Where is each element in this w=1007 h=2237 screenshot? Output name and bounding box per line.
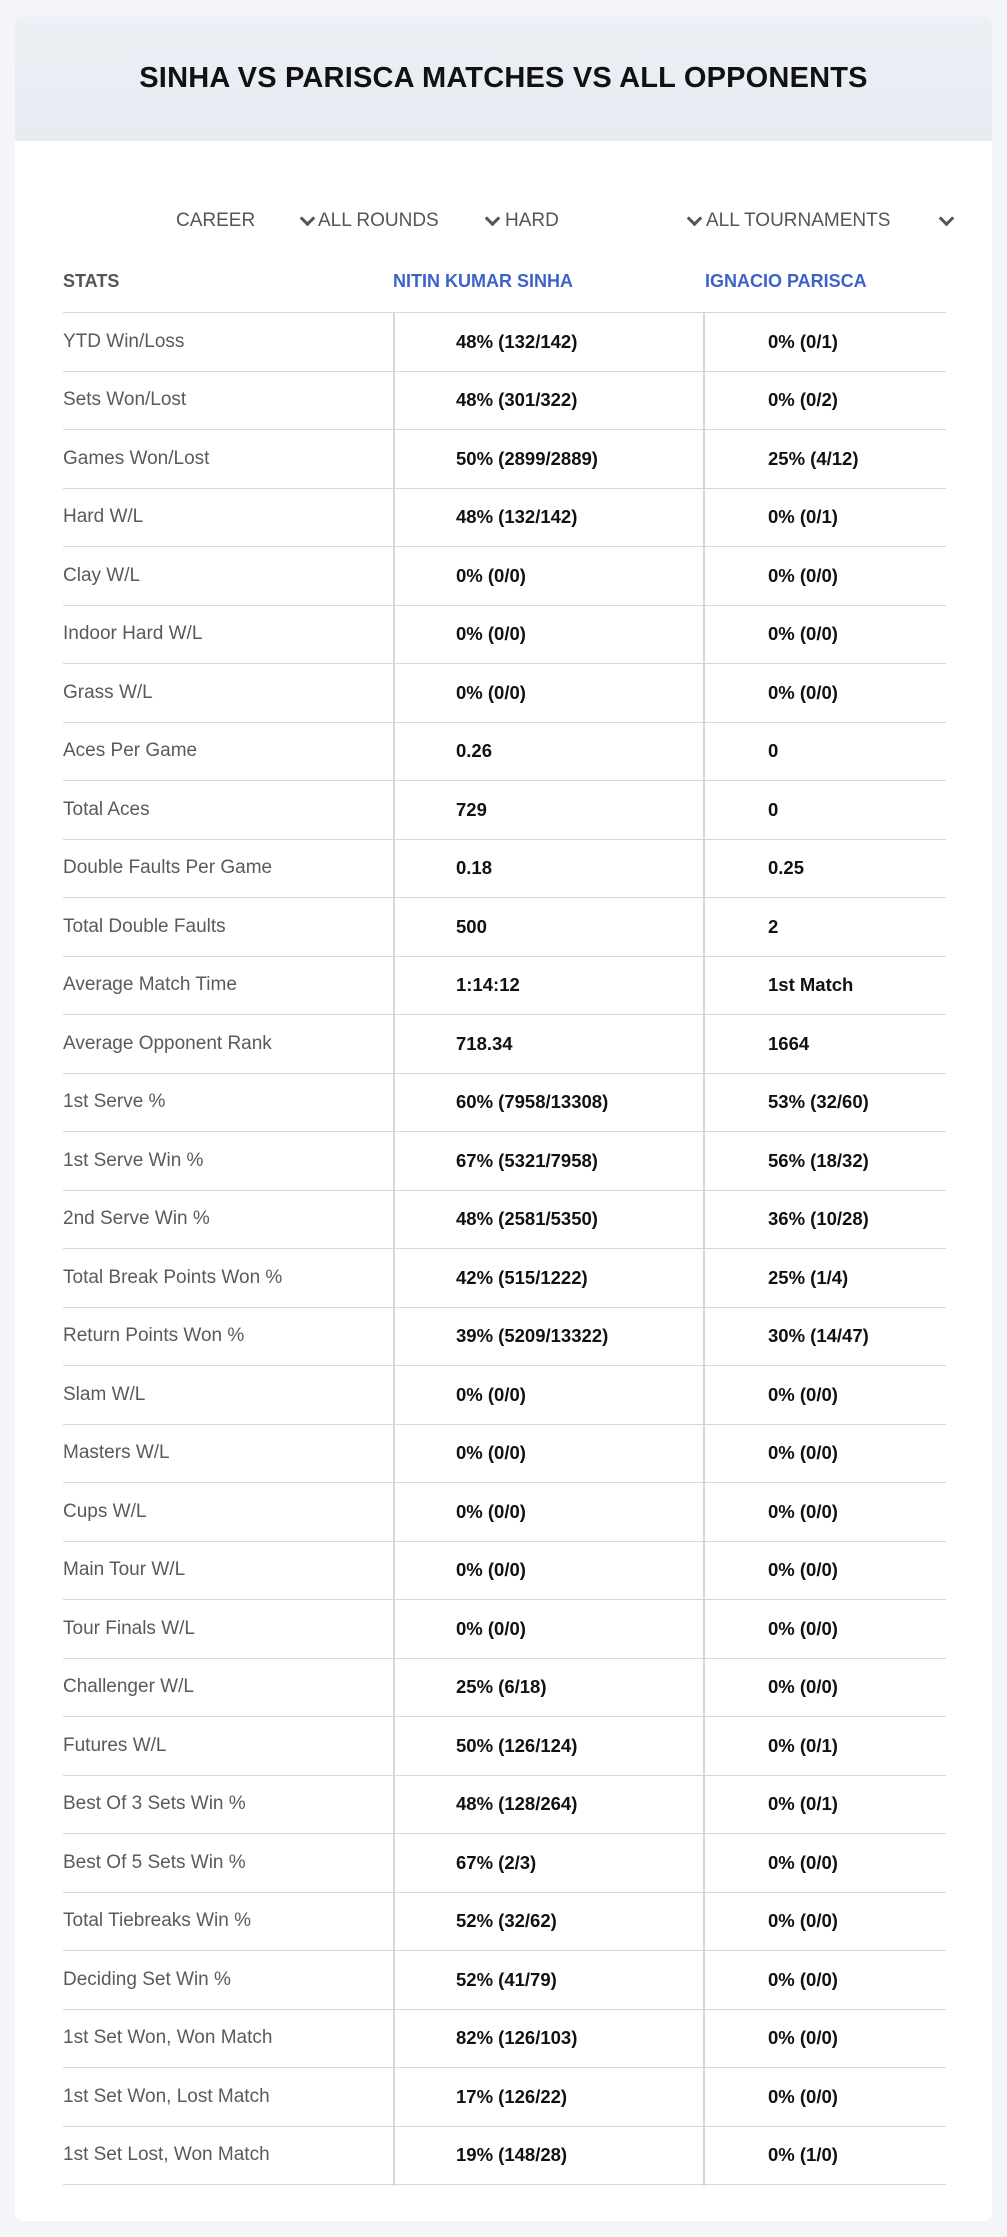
stat-label: Games Won/Lost [63,447,210,469]
table-row [63,1717,946,1776]
stat-label: Indoor Hard W/L [63,623,203,645]
table-row [63,1249,946,1308]
player1-stat-value: 0% (0/0) [456,1500,526,1522]
player2-stat-value: 1664 [768,1032,810,1054]
player2-stat-value: 0% (0/1) [768,506,838,528]
table-row [63,1483,946,1542]
table-row [63,1308,946,1367]
tournament-select[interactable] [706,191,952,251]
player1-stat-value: 500 [456,915,487,937]
player1-stat-value: 1:14:12 [456,974,520,996]
player1-stat-value: 0.26 [456,740,493,762]
period-select-value: CAREER [176,210,256,231]
player2-stat-value: 0% (0/1) [768,1734,838,1756]
card-header [15,16,992,141]
player1-stat-value: 67% (2/3) [456,1851,537,1873]
player1-stat-value: 0% (0/0) [456,1559,526,1581]
player2-stat-value: 0% (1/0) [768,2144,838,2166]
table-row [63,1191,946,1250]
player1-stat-value: 0% (0/0) [456,564,526,586]
table-row [63,664,946,723]
player2-stat-value: 0% (0/0) [768,1676,838,1698]
player2-stat-value: 0% (0/0) [768,1559,838,1581]
chevron-down-icon [939,210,955,226]
player1-stat-value: 48% (128/264) [456,1793,578,1815]
player1-stat-value: 50% (2899/2889) [456,447,598,469]
table-row [63,1542,946,1601]
stat-label: Total Tiebreaks Win % [63,1910,251,1932]
round-select[interactable] [318,191,498,251]
player2-stat-value: 0% (0/0) [768,1383,838,1405]
player1-column-header[interactable]: NITIN KUMAR SINHA [393,271,573,291]
stat-label: Average Opponent Rank [63,1032,272,1054]
stat-label: Challenger W/L [63,1676,194,1698]
filter-bar [15,191,992,251]
player2-stat-value: 0 [768,740,779,762]
stat-label: YTD Win/Loss [63,330,185,352]
player1-stat-value: 52% (32/62) [456,1910,557,1932]
stat-label: 1st Serve % [63,1091,166,1113]
table-row [63,606,946,665]
table-row [63,1951,946,2010]
table-row [63,372,946,431]
stat-label: Double Faults Per Game [63,857,273,879]
stat-label: Best Of 5 Sets Win % [63,1851,246,1873]
player2-stat-value: 0% (0/0) [768,2085,838,2107]
table-row [63,430,946,489]
chevron-down-icon [687,210,703,226]
player2-stat-value: 0 [768,798,779,820]
player2-stat-value: 0% (0/0) [768,1500,838,1522]
player2-stat-value: 0% (0/0) [768,1910,838,1932]
player2-stat-value: 0% (0/1) [768,330,838,352]
chevron-down-icon [300,210,316,226]
stat-label: Slam W/L [63,1383,146,1405]
table-row [63,1015,946,1074]
table-row [63,1132,946,1191]
round-select-value: ALL ROUNDS [318,210,439,231]
stat-label: Deciding Set Win % [63,1968,231,1990]
page-title: SINHA VS PARISCA MATCHES VS ALL OPPONENTS [139,62,868,94]
table-row [63,2010,946,2069]
player1-stat-value: 82% (126/103) [456,2027,578,2049]
table-row [63,957,946,1016]
table-row [63,1425,946,1484]
stat-label: Total Double Faults [63,915,226,937]
stat-label: 1st Serve Win % [63,1149,204,1171]
period-select[interactable] [176,191,313,251]
player1-stat-value: 50% (126/124) [456,1734,578,1756]
player2-stat-value: 0% (0/0) [768,1851,838,1873]
player1-stat-value: 0% (0/0) [456,1617,526,1639]
table-row [63,2127,946,2186]
player2-stat-value: 53% (32/60) [768,1091,869,1113]
chevron-down-icon [485,210,501,226]
table-row [63,898,946,957]
player2-column-header[interactable]: IGNACIO PARISCA [705,271,867,291]
player1-stat-value: 0% (0/0) [456,1383,526,1405]
player2-stat-value: 0% (0/0) [768,1442,838,1464]
player1-stat-value: 0% (0/0) [456,681,526,703]
stat-label: Cups W/L [63,1500,147,1522]
stats-card [15,16,992,2221]
player2-stat-value: 0% (0/0) [768,1617,838,1639]
player2-stat-value: 2 [768,915,779,937]
player2-stat-value: 0% (0/0) [768,623,838,645]
player1-stat-value: 48% (132/142) [456,330,578,352]
stats-table [63,312,946,2185]
player2-stat-value: 0% (0/0) [768,564,838,586]
stat-label: 1st Set Won, Won Match [63,2027,273,2049]
player1-stat-value: 729 [456,798,487,820]
table-row [63,1659,946,1718]
stat-label: Total Break Points Won % [63,1266,283,1288]
player2-stat-value: 56% (18/32) [768,1149,869,1171]
table-row [63,1834,946,1893]
player1-stat-value: 19% (148/28) [456,2144,568,2166]
stat-label: Average Match Time [63,974,237,996]
player1-stat-value: 0% (0/0) [456,1442,526,1464]
player1-stat-value: 0% (0/0) [456,623,526,645]
table-row [63,547,946,606]
stat-label: 1st Set Lost, Won Match [63,2144,270,2166]
stat-label: Total Aces [63,798,150,820]
surface-select-value: HARD [505,210,559,231]
player2-stat-value: 0% (0/2) [768,389,838,411]
tournament-select-value: ALL TOURNAMENTS [706,210,891,231]
table-row [63,1776,946,1835]
player1-stat-value: 67% (5321/7958) [456,1149,598,1171]
stat-label: Masters W/L [63,1442,170,1464]
player1-stat-value: 60% (7958/13308) [456,1091,609,1113]
stat-label: Futures W/L [63,1734,167,1756]
player2-stat-value: 25% (1/4) [768,1266,849,1288]
player2-stat-value: 25% (4/12) [768,447,859,469]
stat-label: Hard W/L [63,506,144,528]
player2-stat-value: 0% (0/1) [768,1793,838,1815]
player1-stat-value: 718.34 [456,1032,513,1054]
stat-label: 2nd Serve Win % [63,1208,210,1230]
player1-stat-value: 48% (2581/5350) [456,1208,598,1230]
stats-column-header: STATS [63,271,120,291]
player1-stat-value: 0.18 [456,857,493,879]
player2-stat-value: 1st Match [768,974,854,996]
stat-label: Sets Won/Lost [63,389,187,411]
player2-stat-value: 0.25 [768,857,805,879]
stat-label: Main Tour W/L [63,1559,186,1581]
table-row [63,489,946,548]
player1-stat-value: 48% (301/322) [456,389,578,411]
table-row [63,1893,946,1952]
player1-stat-value: 25% (6/18) [456,1676,547,1698]
player1-stat-value: 42% (515/1222) [456,1266,588,1288]
player2-stat-value: 30% (14/47) [768,1325,869,1347]
table-row [63,1600,946,1659]
surface-select[interactable] [505,191,700,251]
player1-stat-value: 48% (132/142) [456,506,578,528]
table-row [63,2068,946,2127]
table-row [63,723,946,782]
stat-label: Best Of 3 Sets Win % [63,1793,246,1815]
player1-stat-value: 17% (126/22) [456,2085,568,2107]
player2-stat-value: 36% (10/28) [768,1208,869,1230]
player2-stat-value: 0% (0/0) [768,1968,838,1990]
stat-label: Tour Finals W/L [63,1617,195,1639]
table-row [63,781,946,840]
player1-stat-value: 39% (5209/13322) [456,1325,609,1347]
player2-stat-value: 0% (0/0) [768,681,838,703]
table-row [63,840,946,899]
table-row [63,1074,946,1133]
stat-label: 1st Set Won, Lost Match [63,2085,270,2107]
player1-stat-value: 52% (41/79) [456,1968,557,1990]
table-row [63,313,946,372]
stat-label: Grass W/L [63,681,153,703]
stat-label: Clay W/L [63,564,141,586]
stat-label: Return Points Won % [63,1325,245,1347]
stat-label: Aces Per Game [63,740,198,762]
player2-stat-value: 0% (0/0) [768,2027,838,2049]
table-row [63,1366,946,1425]
